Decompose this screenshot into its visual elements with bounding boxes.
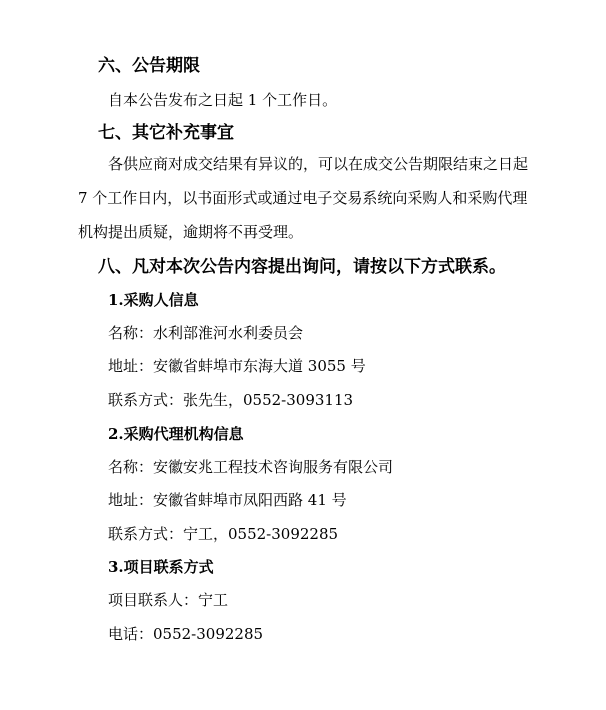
section-8-heading: 八、凡对本次公告内容提出询问，请按以下方式联系。 <box>98 257 506 277</box>
purchaser-info-title: 1.采购人信息 <box>108 291 199 309</box>
agency-name: 名称：安徽安兆工程技术咨询服务有限公司 <box>108 458 394 476</box>
project-contact-person: 项目联系人：宁工 <box>108 591 229 609</box>
section-7-line-1: 各供应商对成交结果有异议的，可以在成交公告期限结束之日起 <box>108 155 529 173</box>
section-7-line-2: 7 个工作日内，以书面形式或通过电子交易系统向采购人和采购代理 <box>78 189 528 207</box>
agency-contact: 联系方式：宁工，0552-3092285 <box>108 525 339 543</box>
section-7-heading: 七、其它补充事宜 <box>98 123 234 143</box>
project-contact-title: 3.项目联系方式 <box>108 558 214 576</box>
purchaser-address: 地址：安徽省蚌埠市东海大道 3055 号 <box>108 357 366 375</box>
project-contact-phone: 电话：0552-3092285 <box>108 625 264 643</box>
purchaser-name: 名称：水利部淮河水利委员会 <box>108 324 304 342</box>
purchaser-contact: 联系方式：张先生，0552-3093113 <box>108 391 354 409</box>
agency-address: 地址：安徽省蚌埠市凤阳西路 41 号 <box>108 491 347 509</box>
section-6-text: 自本公告发布之日起 1 个工作日。 <box>108 91 338 109</box>
agency-info-title: 2.采购代理机构信息 <box>108 425 244 443</box>
section-6-heading: 六、公告期限 <box>98 56 200 76</box>
section-7-line-3: 机构提出质疑，逾期将不再受理。 <box>78 223 304 241</box>
